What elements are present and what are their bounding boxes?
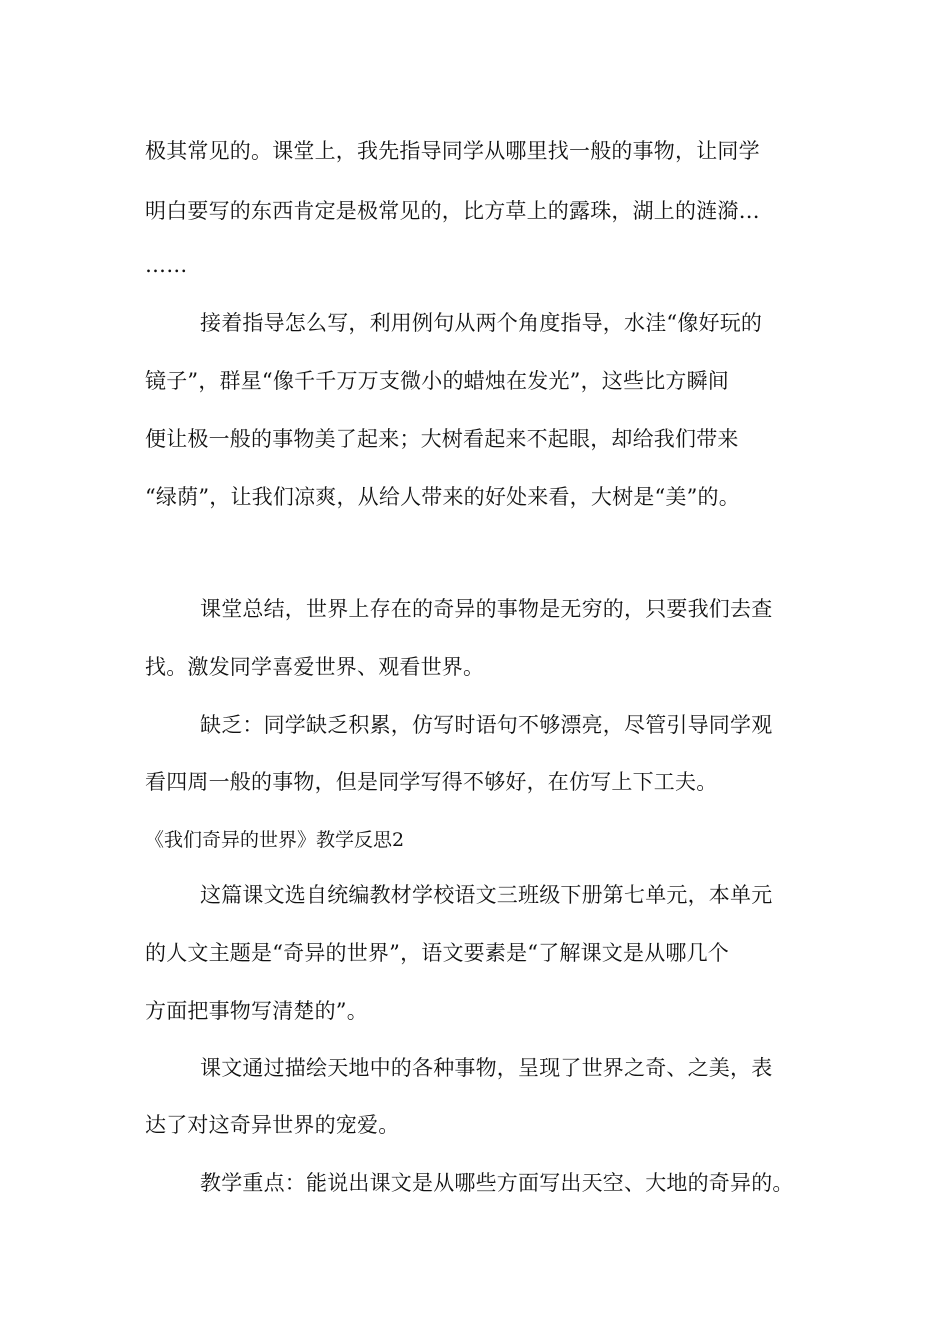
paragraph-line: 找。激发同学喜爱世界、观看世界。 [145, 655, 485, 679]
paragraph-line: 这篇课文选自统编教材学校语文三班级下册第七单元，本单元 [200, 883, 773, 907]
paragraph-line: 极其常见的。课堂上，我先指导同学从哪里找一般的事物，让同学 [145, 139, 760, 163]
paragraph-line: 达了对这奇异世界的宠爱。 [145, 1113, 400, 1137]
paragraph-line: …… [145, 253, 188, 277]
paragraph-line: 看四周一般的事物，但是同学写得不够好，在仿写上下工夫。 [145, 770, 718, 794]
paragraph-line: 缺乏：同学缺乏积累，仿写时语句不够漂亮，尽管引导同学观 [200, 713, 773, 737]
paragraph-line: “绿荫”，让我们凉爽，从给人带来的好处来看，大树是“美”的。 [145, 485, 740, 509]
paragraph-line: 课堂总结，世界上存在的奇异的事物是无穷的，只要我们去查 [200, 597, 773, 621]
paragraph-line: 课文通过描绘天地中的各种事物，呈现了世界之奇、之美，表 [200, 1056, 773, 1080]
paragraph-line: 接着指导怎么写，利用例句从两个角度指导，水洼“像好玩的 [200, 311, 763, 335]
paragraph-line: 镜子”，群星“像千千万万支微小的蜡烛在发光”，这些比方瞬间 [145, 369, 730, 393]
paragraph-line: 的人文主题是“奇异的世界”，语文要素是“了解课文是从哪几个 [145, 941, 730, 965]
paragraph-line: 教学重点：能说出课文是从哪些方面写出天空、大地的奇异的。 [200, 1171, 794, 1195]
paragraph-line: 明白要写的东西肯定是极常见的，比方草上的露珠，湖上的涟漪… [145, 199, 760, 223]
paragraph-line: 方面把事物写清楚的”。 [145, 999, 368, 1023]
paragraph-line: 便让极一般的事物美了起来；大树看起来不起眼，却给我们带来 [145, 427, 739, 451]
section-title: 《我们奇异的世界》教学反思2 [145, 829, 405, 851]
